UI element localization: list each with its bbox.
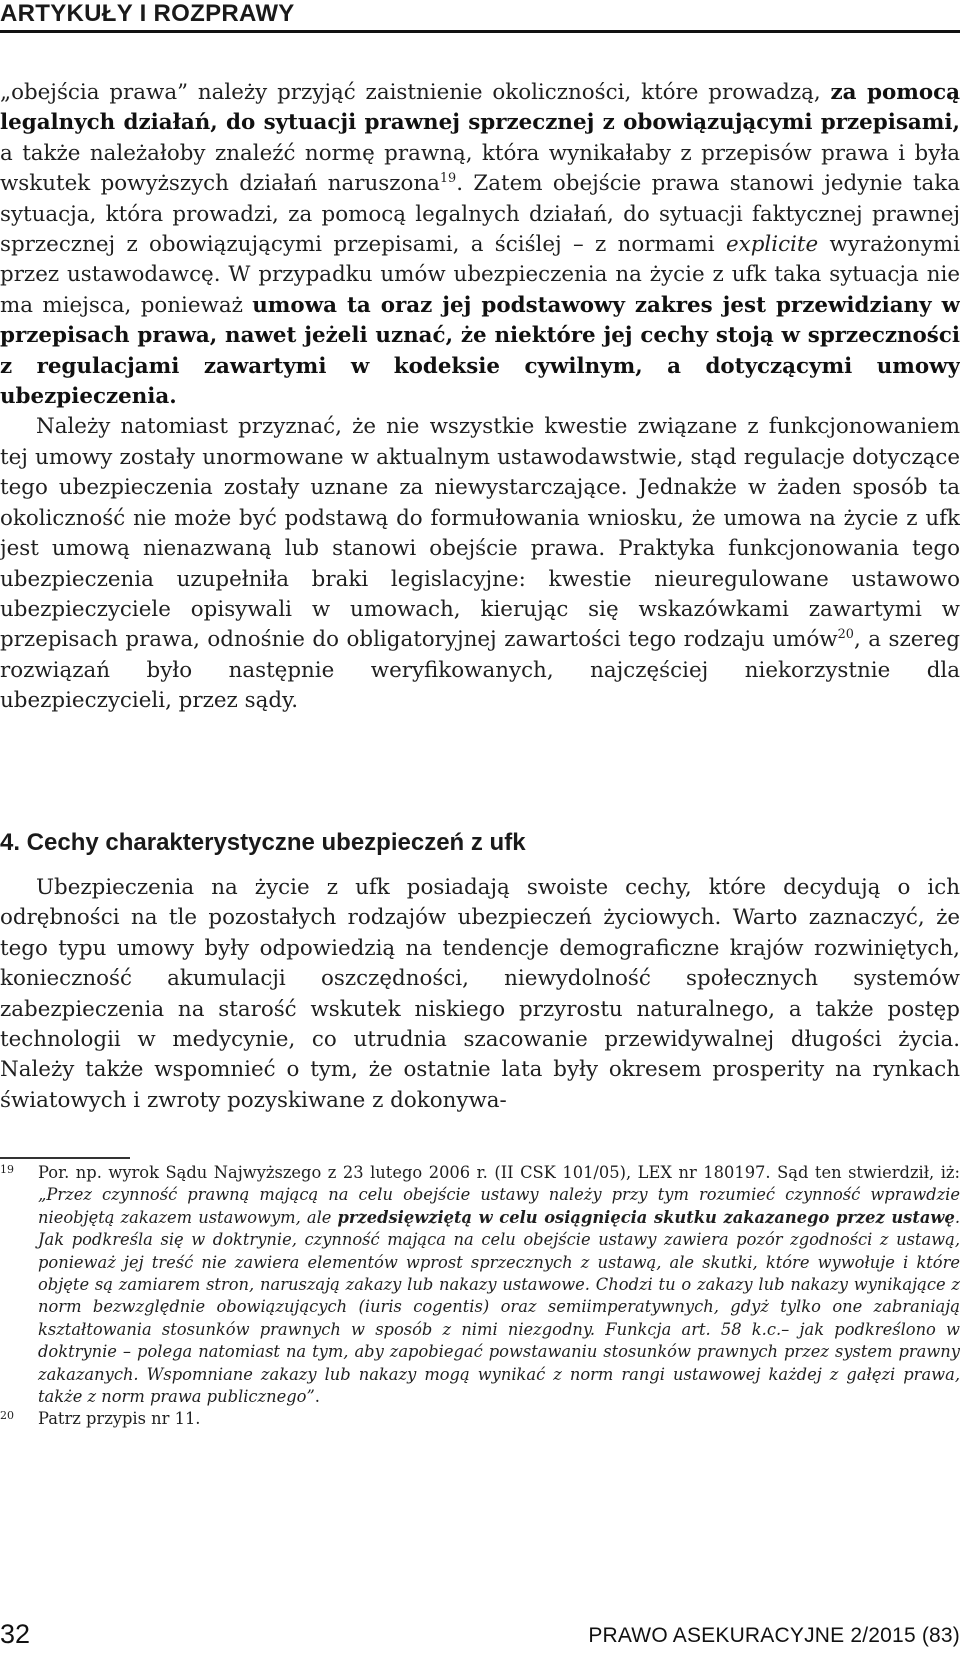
paragraph-2 — [0, 412, 960, 716]
running-header: ARTYKUŁY I ROZPRAWY — [0, 0, 295, 27]
page-number: 32 — [0, 1619, 31, 1649]
section-body — [0, 873, 960, 1116]
p1-text-4: wyrażonymi przez ustawodawcę. W przypadku umów ubezpieczenia na życie z ufk taka sytuacja nie ma miejsca, ponieważ — [0, 232, 960, 318]
journal-name: PRAWO ASEKURACYJNE 2/2015 (83) — [588, 1624, 960, 1647]
footnote-period: . — [314, 1387, 320, 1407]
footnote-quote-bold: przedsięwziętą w celu osiągnięcia skutku zakazanego przez ustawę — [337, 1207, 955, 1227]
footnote-text: Por. np. wyrok Sądu Najwyższego z 23 lutego 2006 r. (II CSK 101/05), LEX nr 180197. Sąd ten stwierdził, iż: — [38, 1163, 960, 1182]
footnote-ref-20[interactable]: 20 — [837, 627, 854, 643]
body-text-block — [0, 78, 960, 717]
section-paragraph: Ubezpieczenia na życie z ufk posiadają swoiste cechy, które decydują o ich odrębności na tle pozostałych rodzajów ubezpieczeń życiowych. Warto zaznaczyć, że tego typu umowy były odpowiedzią na tendencje demograficzne krajów rozwiniętych, konieczność akumulacji oszczędności, niewydolność społecznych systemów zabezpieczenia na starość wskutek niskiego przyrostu naturalnego, a także postęp technologii w medycynie, co utrudnia szacowanie przewidywalnej długości życia. Należy także wspomnieć o tym, że ostatnie lata były okresem prosperity na rynkach światowych i zwroty pozyskiwane z dokonywa- — [0, 875, 960, 1113]
footnote-quote-cont: . Jak podkreśla się w doktrynie, czynność mająca na celu obejście ustawy zawiera pozór zgodności z ustawą, ponieważ jej treść nie zawiera elementów wprost sprzecznych z ustawą, ale skutki, które wywołuje i które objęte są zamiarem stron, naruszają zakazy lub nakazy ustawowe. Chodzi tu o zakazy lub nakazy wynikające z norm bezwzględnie obowiązujących (iuris cogentis) oraz semiimperatywnych, gdyż tylko one zabraniają kształtowania stosunków prawnych w sposób z nimi niezgodny. Funkcja art. 58 k.c.– jak podkreślono w doktrynie – polega natomiast na tym, aby zapobiegać powstawaniu stosunków prawnych przez system prawny zakazanych. Wspomniane zakazy lub nakazy mogą wynikać z norm rangi ustawowej każdej z gałęzi prawa, także z norm prawa publicznego” — [38, 1207, 960, 1407]
p1-bold-1: za pomocą legalnych działań, do sytuacji prawnej sprzecznej z obowiązującymi przepisami, — [0, 80, 960, 136]
p1-text-3: . Zatem obejście prawa stanowi jedynie taka sytuacja, która prowadzi, za pomocą legalnych działań, do sytuacji faktycznej prawnej sprzecznej z obowiązującymi przepisami, a ściślej – z normami — [0, 171, 960, 258]
p1-text-1: „obejścia prawa” należy przyjąć zaistnienie okoliczności, które prowadzą, — [0, 80, 831, 105]
footnotes — [0, 1162, 960, 1431]
p2-text-1: Należy natomiast przyznać, że nie wszystkie kwestie związane z funkcjonowaniem tej umowy zostały unormowane w aktualnym ustawodawstwie, stąd regulacje dotyczące tego ubezpieczenia zostały uznane za niewystarczające. Jednakże w żaden sposób ta okoliczność nie może być podstawą do formułowania wniosku, że umowa na życie z ufk jest umową nienazwaną lub stanowi obejście prawa. Praktyka funkcjonowania tego ubezpieczenia uzupełniła braki legislacyjne: kwestie nieuregulowane ustawowo ubezpieczyciele opisywali w umowach, kierując się wskazówkami zawartymi w przepisach prawa, odnośnie do obligatoryjnej zawartości tego rodzaju umów — [0, 414, 960, 653]
footnote-ref-19[interactable]: 19 — [439, 171, 457, 187]
footnote-20 — [0, 1408, 960, 1430]
paragraph-1 — [0, 78, 960, 412]
footnote-number: 20 — [0, 1409, 14, 1423]
p1-bold-2: umowa ta oraz jej podstawowy zakres jest przewidziany w przepisach prawa, nawet jeżeli uznać, że niektóre jej cechy stoją w sprzeczności z regulacjami zawartymi w kodeksie cywilnym, a dotyczącymi umowy ubezpieczenia. — [0, 292, 960, 410]
footnote-19 — [0, 1162, 960, 1408]
header-rule — [0, 30, 960, 33]
footnote-rule — [0, 1157, 130, 1159]
footnote-number: 19 — [0, 1163, 14, 1176]
footnote-quote: „Przez czynność prawną mającą na celu obejście ustawy należy przy tym rozumieć czynność wprawdzie nieobjętą zakazem ustawowym, ale — [38, 1185, 960, 1227]
p2-text-2: , a szereg rozwiązań było następnie weryfikowanych, najczęściej niekorzystnie dla ubezpieczycieli, przez sądy. — [0, 627, 960, 714]
page-footer — [0, 1618, 960, 1652]
p1-text-2: a także należałoby znaleźć normę prawną, która wynikałaby z przepisów prawa i była wskutek powyższych działań naruszona — [0, 140, 960, 197]
section-heading: 4. Cechy charakterystyczne ubezpieczeń z ufk — [0, 829, 526, 856]
footnote-text: Patrz przypis nr 11. — [38, 1409, 201, 1429]
p1-italic: explicite — [725, 232, 819, 258]
